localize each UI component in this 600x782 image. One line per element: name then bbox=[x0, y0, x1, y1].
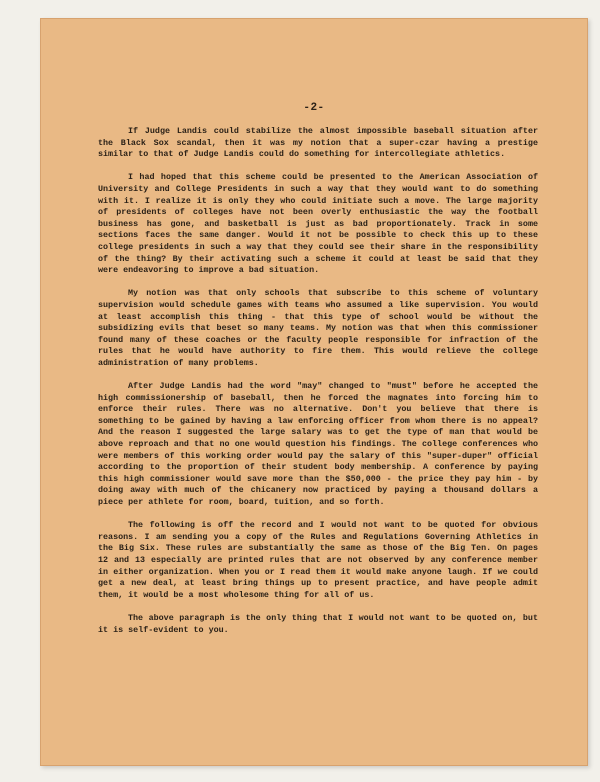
paragraph-off-the-record: The following is off the record and I would not want to be quoted for obvious reasons. I am sending you a copy of the Rules and Regulations Governing Athletics in the Big Six. These rules are substantially the same as those of the Big Ten. On pages 12 and 13 especially are printed rules that are not observed by any conference member in either organization. When you or I read them it would make anyone laugh. If we could get a new deal, at least bring things up to present practice, and have people admit them, it would be a most wholesome thing for all of us. bbox=[98, 520, 538, 600]
letter-body bbox=[98, 126, 538, 648]
paragraph-voluntary-supervision: My notion was that only schools that subscribe to this scheme of voluntary supervision would schedule games with teams who assumed a like supervision. You would at least accomplish this thing - that this type of school would be without the subsidizing evils that beset so many teams. My notion was that when this commissioner found many of these coaches or the faculty people responsible for infraction of the rules that he would have authority to fire them. This would relieve the college administration of many problems. bbox=[98, 288, 538, 368]
paragraph-commissioner-authority: After Judge Landis had the word "may" changed to "must" before he accepted the high commissionership of baseball, then he forced the magnates into forcing him to enforce their rules. There was no alternative. Don't you believe that there is something to be gained by having a law enforcing officer from whom there is no appeal? And the reason I suggested the large salary was to get the type of man that would be above reproach and that no one would question his findings. The college conferences who were members of this working order would pay the salary of this "super-duper" official according to the proportion of their student body membership. A conference by paying this high commissioner would save more than the $50,000 - the price they pay him - by doing away with much of the chicanery now practiced by paying a thousand dollars a piece per athlete for room, board, tuition, and so forth. bbox=[98, 381, 538, 507]
paragraph-closing-note: The above paragraph is the only thing that I would not want to be quoted on, but it is self-evident to you. bbox=[98, 612, 538, 635]
page-number: -2- bbox=[303, 102, 325, 114]
paragraph-landis-stabilize: If Judge Landis could stabilize the almost impossible baseball situation after the Black Sox scandal, then it was my notion that a super-czar having a prestige similar to that of Judge Landis could do something for intercollegiate athletics. bbox=[98, 126, 538, 160]
paragraph-college-presidents: I had hoped that this scheme could be presented to the American Association of University and College Presidents in such a way that they would want to do something with it. I realize it is only they who could initiate such a move. The large majority of presidents of colleges have not been overly enthusiastic the way the football business has gone, and basketball is just as bad proportionately. Track in some sections faces the same danger. Would it not be possible to check this up to these college presidents in such a way that they could see their share in the responsibility of the thing? By their activating such a scheme it could at least be said that they were endeavoring to improve a bad situation. bbox=[98, 172, 538, 276]
